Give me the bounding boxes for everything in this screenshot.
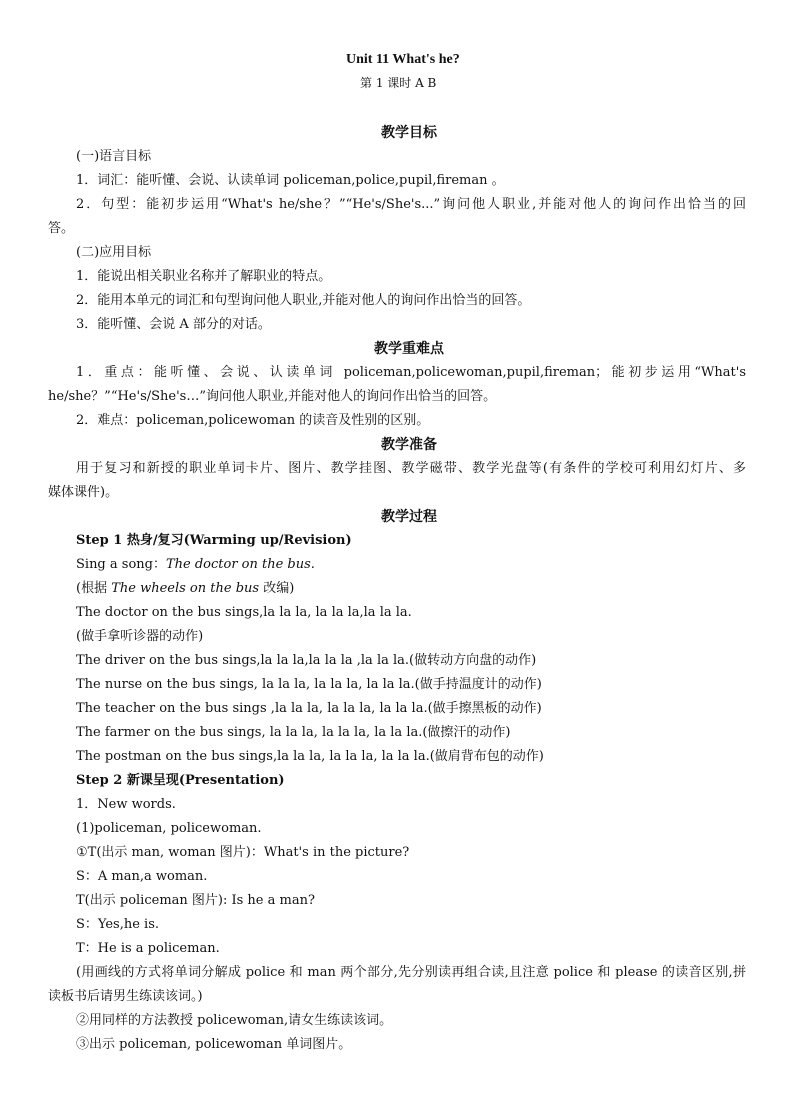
lyric-doctor: The doctor on the bus sings,la la la, la la la,la la la. [76, 605, 412, 620]
dialog-line-3: T(出示 policeman 图片): Is he a man? [76, 893, 315, 908]
adapt-suffix: 改编) [259, 581, 295, 596]
goal-sentence: 2．句型：能初步运用“What's he/she？”“He's/She's...”询问他人职业,并能对他人的询问作出恰当的回 [76, 197, 746, 212]
key-point-1: 1．重点：能听懂、会说、认读单词 policeman,policewoman,pupil,fireman；能初步运用“What's [76, 365, 746, 380]
goal-app-3: 3．能听懂、会说 A 部分的对话。 [76, 317, 271, 332]
goal-vocab: 1．词汇：能听懂、会说、认读单词 policeman,police,pupil,fireman 。 [76, 173, 505, 188]
prep-text: 用于复习和新授的职业单词卡片、图片、教学挂图、教学磁带、教学光盘等(有条件的学校可利用幻灯片、多 [76, 461, 746, 476]
goal-language-heading: (一)语言目标 [76, 149, 152, 164]
section-heading-key-points: 教学重难点 [374, 341, 444, 357]
adapt-prefix: (根据 [76, 581, 112, 596]
adapt-title: The wheels on the bus [111, 581, 260, 596]
goal-sentence-cont: 答。 [48, 221, 75, 236]
key-point-2: 2．难点：policeman,policewoman 的读音及性别的区别。 [76, 413, 430, 428]
sing-song-line [76, 557, 315, 573]
dialog-line-5: T：He is a policeman. [76, 941, 220, 956]
goal-app-1: 1．能说出相关职业名称并了解职业的特点。 [76, 269, 332, 284]
section-heading-goals: 教学目标 [381, 125, 437, 141]
lyric-nurse: The nurse on the bus sings, la la la, la la la, la la la.(做手持温度计的动作) [76, 677, 542, 692]
lyric-teacher: The teacher on the bus sings ,la la la, la la la, la la la.(做手擦黑板的动作) [76, 701, 542, 716]
goal-application-heading: (二)应用目标 [76, 245, 152, 260]
new-words-heading: 1．New words. [76, 797, 176, 812]
goal-app-2: 2．能用本单元的词汇和句型询问他人职业,并能对他人的询问作出恰当的回答。 [76, 293, 531, 308]
song-title: The doctor on the bus. [165, 557, 315, 572]
unit-title: Unit 11 What's he? [346, 52, 460, 67]
teaching-note-3: ③出示 policeman, policewoman 单词图片。 [76, 1037, 352, 1052]
teaching-note-1-cont: 读板书后请男生练读该词。) [48, 989, 203, 1004]
adapt-line [76, 581, 294, 597]
action-doctor: (做手拿听诊器的动作) [76, 629, 204, 644]
dialog-line-2: S：A man,a woman. [76, 869, 208, 884]
teaching-note-2: ②用同样的方法教授 policewoman,请女生练读该词。 [76, 1013, 393, 1028]
lyric-driver: The driver on the bus sings,la la la,la la la ,la la la.(做转动方向盘的动作) [76, 653, 537, 668]
new-words-item-1: (1)policeman, policewoman. [76, 821, 262, 836]
lesson-subtitle: 第 1 课时 A B [360, 76, 437, 90]
dialog-line-4: S：Yes,he is. [76, 917, 160, 932]
lyric-postman: The postman on the bus sings,la la la, la la la, la la la.(做肩背布包的动作) [76, 749, 544, 764]
teaching-note-1: (用画线的方式将单词分解成 police 和 man 两个部分,先分别读再组合读,且注意 police 和 please 的读音区别,拼 [76, 965, 746, 980]
lyric-farmer: The farmer on the bus sings, la la la, la la la, la la la.(做擦汗的动作) [76, 725, 511, 740]
prep-text-cont: 媒体课件)。 [48, 485, 119, 500]
section-heading-preparation: 教学准备 [381, 437, 437, 453]
step-1-heading: Step 1 热身/复习(Warming up/Revision) [76, 533, 352, 548]
dialog-line-1: ①T(出示 man, woman 图片)：What's in the picture? [76, 845, 410, 860]
key-point-1-cont: he/she？”“He's/She's…”询问他人职业,并能对他人的询问作出恰当的回答。 [48, 389, 497, 404]
section-heading-process: 教学过程 [381, 509, 437, 525]
step-2-heading: Step 2 新课呈现(Presentation) [76, 773, 285, 788]
sing-prefix: Sing a song： [76, 557, 166, 572]
